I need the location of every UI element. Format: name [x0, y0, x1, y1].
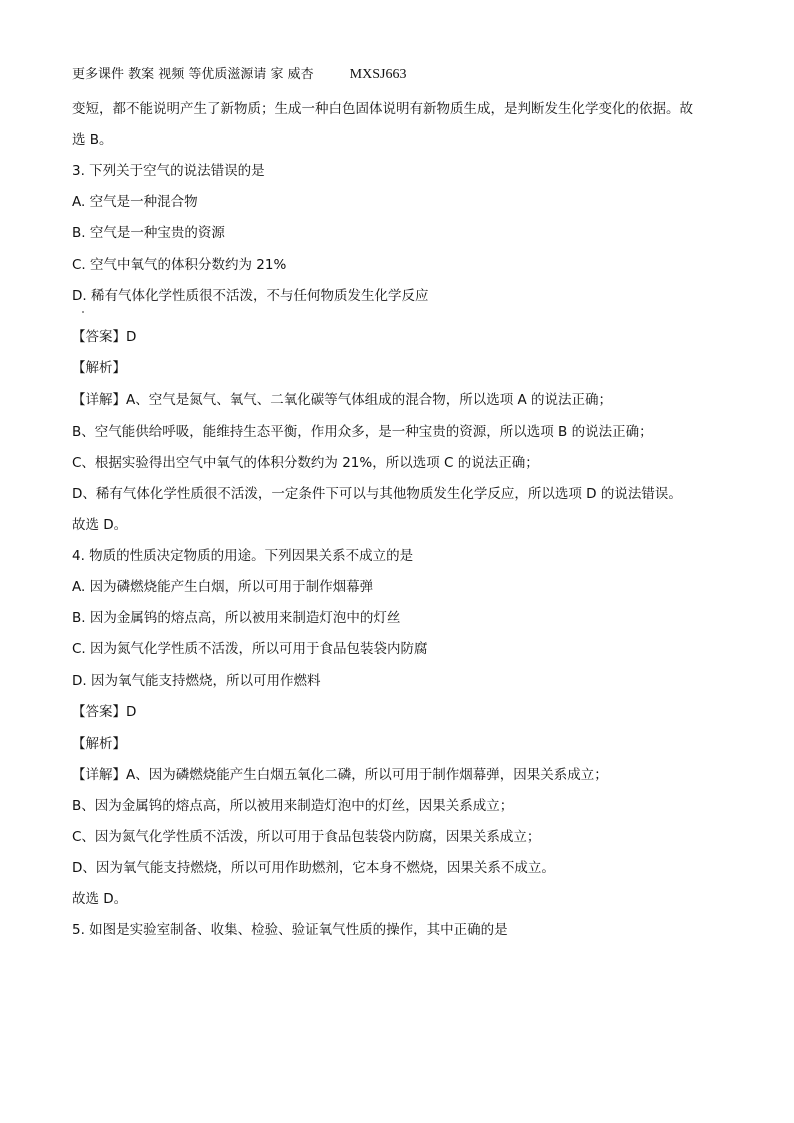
header-watermark-text: 更多课件 教案 视频 等优质滋源请 家 威杏	[72, 67, 314, 82]
question-5-stem: 5. 如图是实验室制备、收集、检验、验证氧气性质的操作，其中正确的是	[72, 922, 508, 938]
question-4-option-c: C. 因为氮气化学性质不活泼，所以可用于食品包装袋内防腐	[72, 641, 428, 657]
question-3-stem: 3. 下列关于空气的说法错误的是	[72, 163, 265, 179]
paragraph-line: 变短，都不能说明产生了新物质；生成一种白色固体说明有新物质生成，是判断发生化学变化的依据。故	[72, 101, 693, 117]
question-4-detail-d: D、因为氧气能支持燃烧，所以可用作助燃剂，它本身不燃烧，因果关系不成立。	[72, 860, 555, 876]
question-4-answer: 【答案】D	[72, 704, 137, 720]
question-3-option-a: A. 空气是一种混合物	[72, 194, 198, 210]
question-4-detail-b: B、因为金属钨的熔点高，所以被用来制造灯泡中的灯丝，因果关系成立；	[72, 798, 514, 814]
question-3-analysis-label: 【解析】	[72, 360, 126, 376]
question-4-option-a: A. 因为磷燃烧能产生白烟，所以可用于制作烟幕弹	[72, 579, 374, 595]
question-3-option-c: C. 空气中氧气的体积分数约为 21%	[72, 257, 287, 273]
question-3-detail-c: C、根据实验得出空气中氧气的体积分数约为 21%，所以选项 C 的说法正确；	[72, 455, 539, 471]
header-code: MXSJ663	[349, 67, 407, 82]
question-3-option-b: B. 空气是一种宝贵的资源	[72, 225, 225, 241]
question-3-answer: 【答案】D	[72, 329, 137, 345]
question-3-option-d: D. 稀有气体化学性质很不活泼，不与任何物质发生化学反应	[72, 288, 429, 304]
question-3-detail-b: B、空气能供给呼吸，能维持生态平衡，作用众多，是一种宝贵的资源，所以选项 B 的说法正确；	[72, 424, 653, 440]
question-4-option-d: D. 因为氧气能支持燃烧，所以可用作燃料	[72, 673, 321, 689]
question-4-analysis-label: 【解析】	[72, 736, 126, 752]
question-4-option-b: B. 因为金属钨的熔点高，所以被用来制造灯泡中的灯丝	[72, 610, 401, 626]
question-4-detail-c: C、因为氮气化学性质不活泼，所以可用于食品包装袋内防腐，因果关系成立；	[72, 829, 541, 845]
page-header	[72, 66, 406, 84]
question-3-detail-d: D、稀有气体化学性质很不活泼，一定条件下可以与其他物质发生化学反应，所以选项 D 的说法错误。	[72, 486, 682, 502]
question-4-detail-a: 【详解】A、因为磷燃烧能产生白烟五氧化二磷，所以可用于制作烟幕弹，因果关系成立；	[72, 767, 608, 783]
question-4-stem: 4. 物质的性质决定物质的用途。下列因果关系不成立的是	[72, 548, 414, 564]
question-3-detail-a: 【详解】A、空气是氮气、氧气、二氧化碳等气体组成的混合物，所以选项 A 的说法正确；	[72, 392, 613, 408]
paragraph-line: 选 B。	[72, 132, 113, 148]
question-4-conclusion: 故选 D。	[72, 891, 128, 907]
scan-speck	[82, 311, 84, 313]
question-3-conclusion: 故选 D。	[72, 517, 128, 533]
